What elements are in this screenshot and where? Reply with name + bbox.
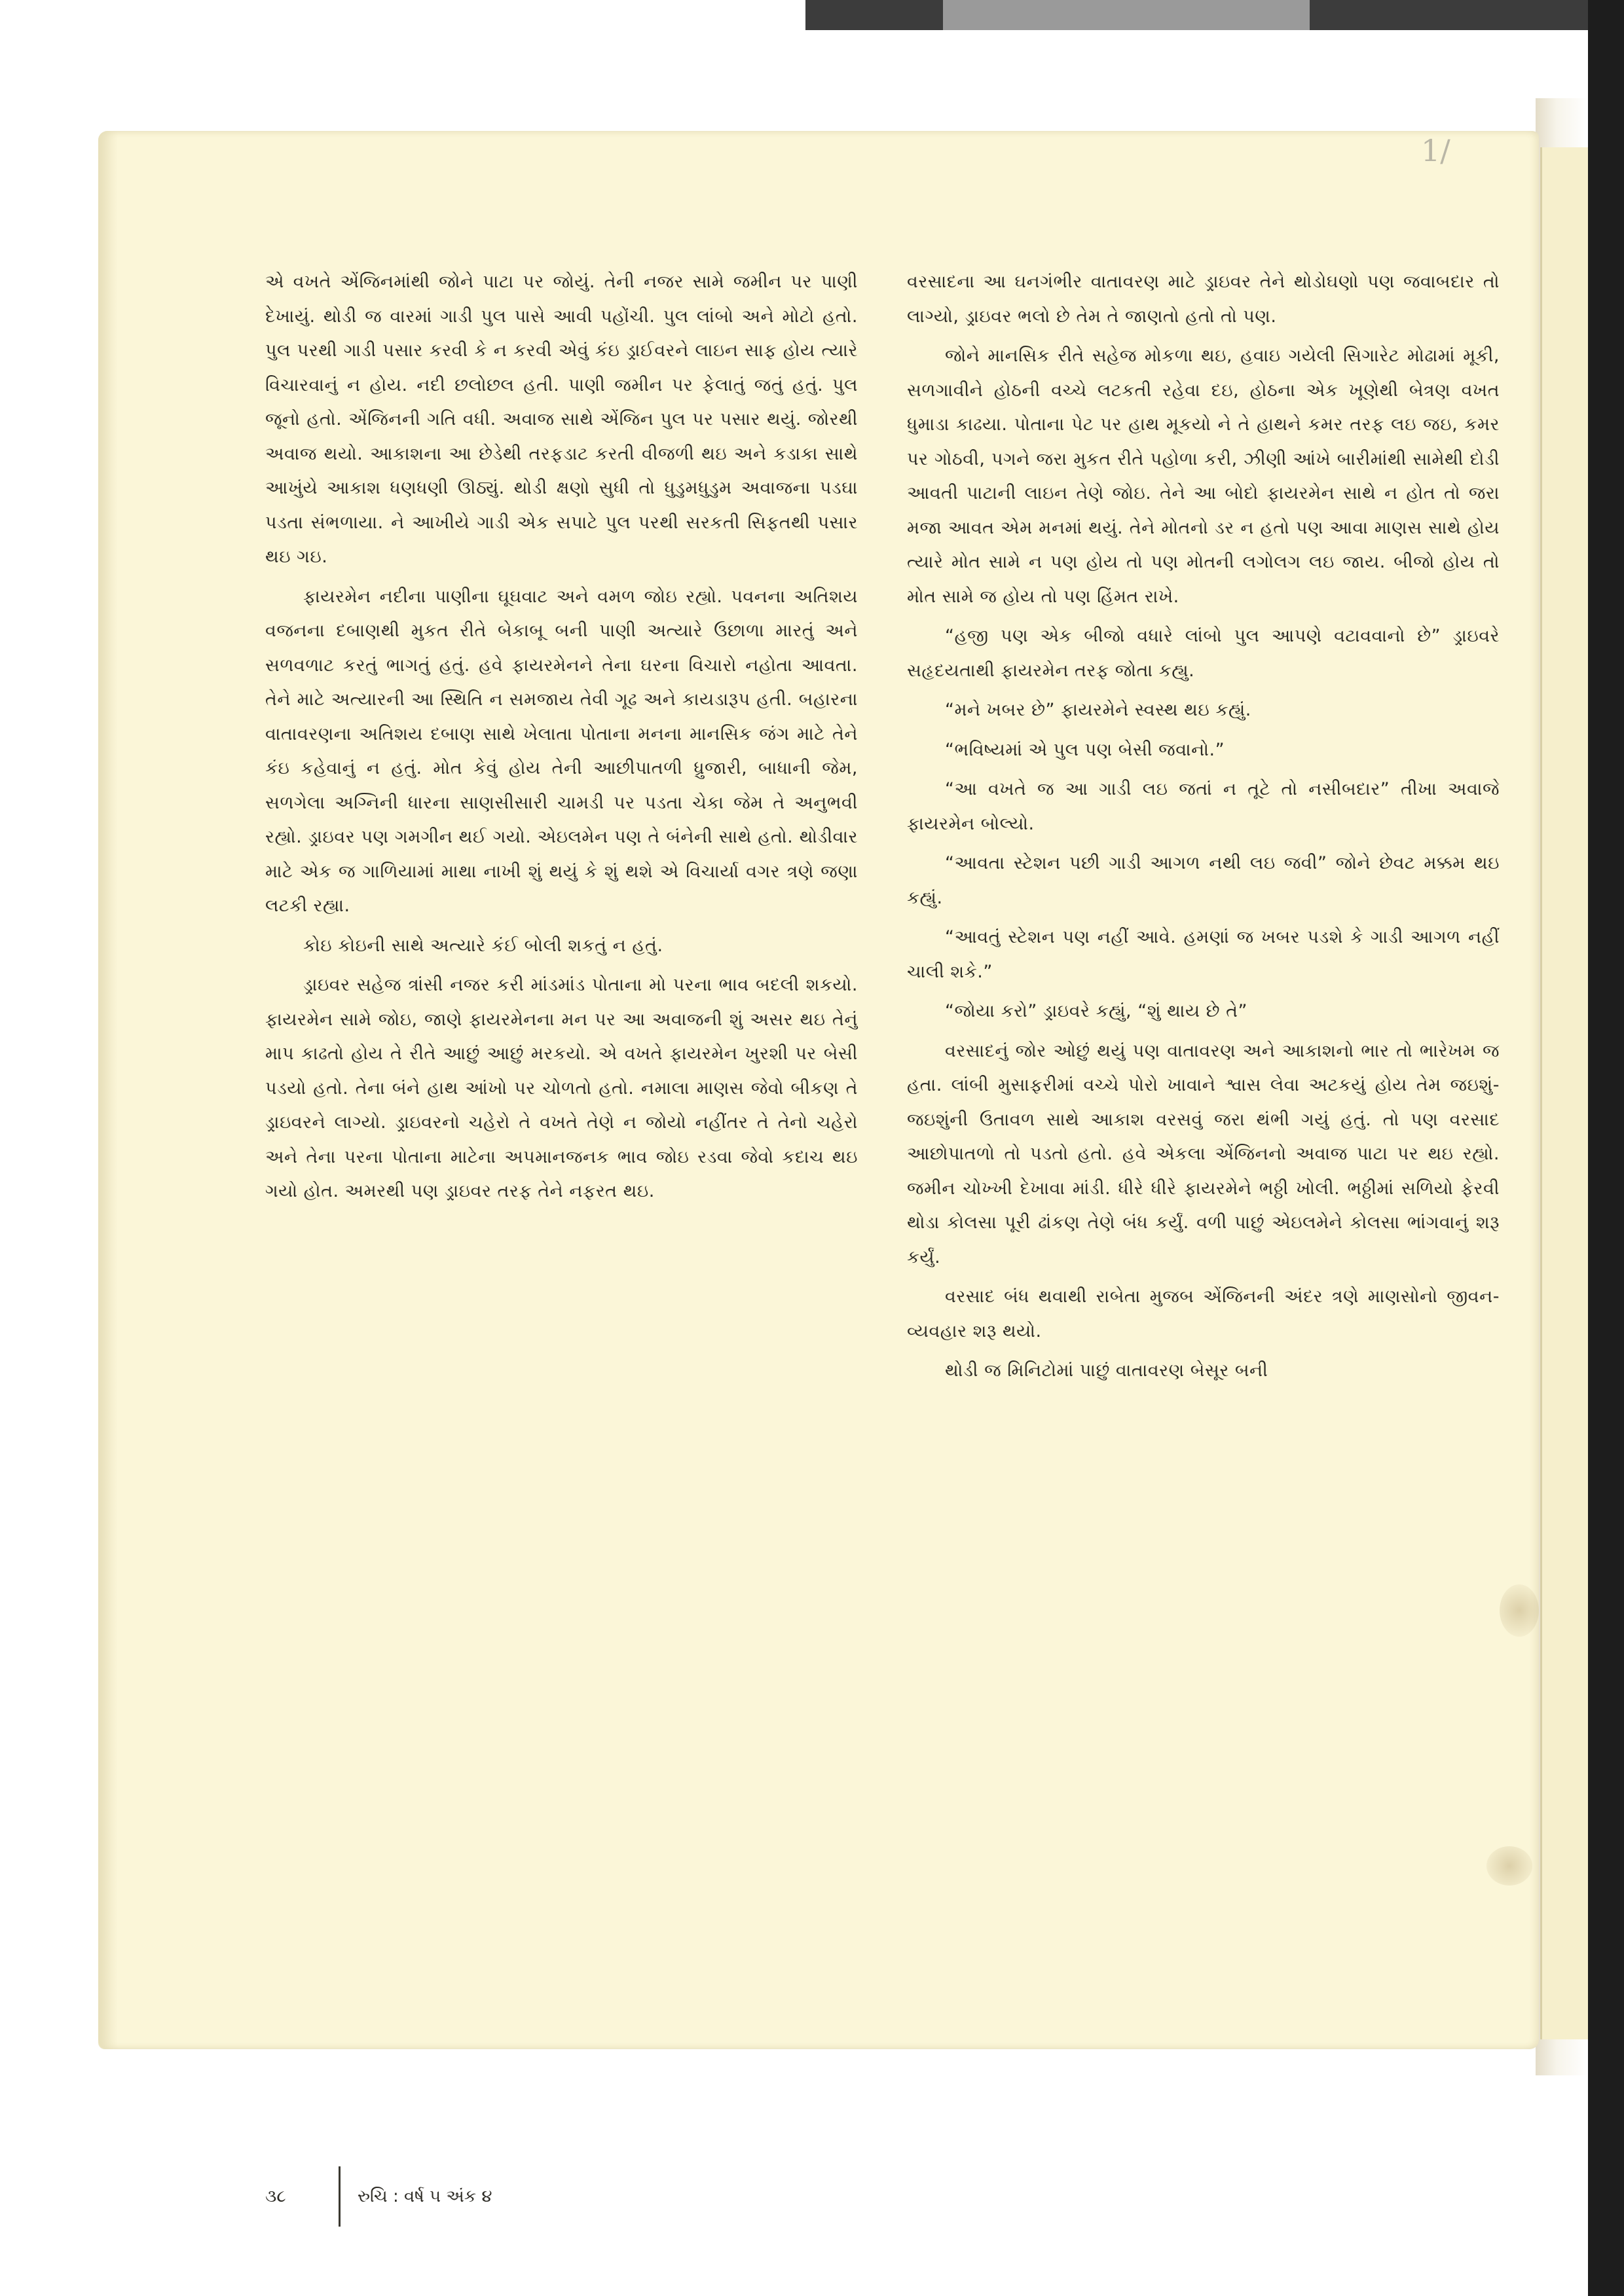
publication-info: રુચિ : વર્ષ ૫ અંક ૪ [358, 2186, 492, 2206]
footer-divider [339, 2166, 341, 2227]
dialogue-line: “મને ખબર છે” ફાયરમેને સ્વસ્થ થઇ કહ્યું. [945, 700, 1251, 720]
left-text-column [265, 265, 858, 1967]
paragraph: વરસાદ બંધ થવાથી રાબેતા મુજબ એંજિનની અંદર ત્રણે માણસોનો જીવન-વ્યવહાર શરૂ થયો. [907, 1286, 1500, 1341]
right-text-column [907, 265, 1500, 1967]
dialogue-line: “હજી પણ એક બીજો વધારે લાંબો પુલ આપણે વટાવવાનો છે” ડ્રાઇવરે સહૃદયતાથી ફાયરમેન તરફ જોતા કહ્યુ. [907, 626, 1500, 681]
page-footer [265, 2177, 492, 2216]
paragraph: એ વખતે એંજિનમાંથી જોને પાટા પર જોયું. તેની નજર સામે જમીન પર પાણી દેખાયું. થોડી જ વારમાં ગાડી પુલ પાસે આવી પહોંચી. પુલ લાંબો અને મોટો હતો. પુલ પરથી ગાડી પસાર કરવી કે ન કરવી એવું કંઇ ડ્રાઈવરને લાઇન સાફ હોય ત્યારે વિચારવાનું ન હોય. નદી છલોછલ હતી. પાણી જમીન પર ફેલાતું જતું હતું. પુલ જૂનો હતો. એંજિનની ગતિ વધી. અવાજ સાથે એંજિન પુલ પર પસાર થયું. જોરથી અવાજ થયો. આકાશના આ છેડેથી તરફડાટ કરતી વીજળી થઇ અને કડાકા સાથે આખુંયે આકાશ ધણધણી ઊઠ્યું. થોડી ક્ષણો સુધી તો ધુડુમધુડુમ અવાજના પડઘા પડતા સંભળાયા. ને આખીયે ગાડી એક સપાટે પુલ પરથી સરકતી સિફતથી પસાર થઇ ગઇ. [265, 272, 858, 567]
page-number: ૩૮ [265, 2186, 286, 2206]
dialogue-line: “ભવિષ્યમાં એ પુલ પણ બેસી જવાનો.” [945, 739, 1225, 760]
page-binding-edge [98, 131, 118, 2049]
dialogue-line: “જોયા કરો” ડ્રાઇવરે કહ્યું, “શું થાય છે તે” [945, 1001, 1247, 1021]
dialogue-line: “આ વખતે જ આ ગાડી લઇ જતાં ન તૂટે તો નસીબદાર” તીખા અવાજે ફાયરમેન બોલ્યો. [907, 779, 1500, 834]
paragraph: જોને માનસિક રીતે સહેજ મોકળા થઇ, હવાઇ ગયેલી સિગારેટ મોઢામાં મૂકી, સળગાવીને હોઠની વચ્ચે લટકતી રહેવા દઇ, હોઠના એક ખૂણેથી બેત્રણ વખત ધુમાડા કાઢયા. પોતાના પેટ પર હાથ મૂકયો ને તે હાથને કમર તરફ લઇ જઇ, કમર પર ગોઠવી, પગને જરા મુકત રીતે પહોળા કરી, ઝીણી આંખે બારીમાંથી સામેથી દોડી આવતી પાટાની લાઇન તેણે જોઇ. તેને આ બોદો ફાયરમેન સાથે ન હોત તો જરા મજા આવત એમ મનમાં થયું. તેને મોતનો ડર ન હતો પણ આવા માણસ સાથે હોય ત્યારે મોત સામે ન પણ હોય તો પણ મોતની લગોલગ લઇ જાય. બીજો હોય તો મોત સામે જ હોય તો પણ હિંમત રાખે. [907, 346, 1500, 607]
dialogue-line: “આવતા સ્ટેશન પછી ગાડી આગળ નથી લઇ જવી” જોને છેવટ મક્કમ થઇ કહ્યું. [907, 853, 1500, 908]
paragraph: કોઇ કોઇની સાથે અત્યારે કંઈ બોલી શકતું ન હતું. [303, 935, 663, 956]
paragraph: વરસાદનું જોર ઓછું થયું પણ વાતાવરણ અને આકાશનો ભાર તો ભારેખમ જ હતા. લાંબી મુસાફરીમાં વચ્ચે પોરો ખાવાને શ્વાસ લેવા અટકયું હોય તેમ જઇશું-જઇશુંની ઉતાવળ સાથે આકાશ વરસવું જરા થંભી ગયું હતું. તો પણ વરસાદ આછોપાતળો તો પડતો હતો. હવે એકલા એંજિનનો અવાજ પાટા પર થઇ રહ્યો. જમીન ચોખ્ખી દેખાવા માંડી. ધીરે ધીરે ફાયરમેને ભઠ્ઠી ખોલી. ભઠ્ઠીમાં સળિયો ફેરવી થોડા કોલસા પૂરી ઢાંકણ તેણે બંધ કર્યું. વળી પાછું એઇલમેને કોલસા ભાંગવાનું શરૂ કર્યું. [907, 1040, 1500, 1267]
next-page-edge [1540, 147, 1588, 2039]
paragraph: ફાયરમેન નદીના પાણીના ઘૂઘવાટ અને વમળ જોઇ રહ્યો. પવનના અતિશય વજનના દબાણથી મુકત રીતે બેકાબૂ બની પાણી અત્યારે ઉછાળા મારતું અને સળવળાટ કરતું ભાગતું હતું. હવે ફાયરમેનને તેના ઘરના વિચારો નહોતા આવતા. તેને માટે અત્યારની આ સ્થિતિ ન સમજાય તેવી ગૂઢ અને કાયડારૂપ હતી. બહારના વાતાવરણના અતિશય દબાણ સાથે ખેલાતા પોતાના મનના માનસિક જંગ માટે તેને કંઇ કહેવાનું ન હતું. મોત કેવું હોય તેની આછીપાતળી ધ્રુજારી, બાધાની જેમ, સળગેલા અગ્નિની ધારના સાણસીસારી ચામડી પર પડતા ચેકા જેમ તે અનુભવી રહ્યો. ડ્રાઇવર પણ ગમગીન થઈ ગયો. એઇલમેન પણ તે બંનેની સાથે હતો. થોડીવાર માટે એક જ ગાળિયામાં માથા નાખી શું થયું કે શું થશે એ વિચાર્યા વગર ત્રણે જણા લટકી રહ્યા. [265, 586, 858, 916]
paragraph: વરસાદના આ ઘનગંભીર વાતાવરણ માટે ડ્રાઇવર તેને થોડોઘણો પણ જવાબદાર તો લાગ્યો, ડ્રાઇવર ભલો છે તેમ તે જાણતો હતો તો પણ. [907, 272, 1500, 327]
dialogue-line: “આવતું સ્ટેશન પણ નહીં આવે. હમણાં જ ખબર પડશે કે ગાડી આગળ નહીં ચાલી શકે.” [907, 927, 1500, 982]
corner-mark: 1/ [1421, 133, 1450, 168]
scan-border-right [1588, 0, 1624, 2296]
paper-stain [1500, 1584, 1539, 1637]
paragraph: ડ્રાઇવર સહેજ ત્રાંસી નજર કરી માંડમાંડ પોતાના મો પરના ભાવ બદલી શકયો. ફાયરમેન સામે જોઇ, જાણે ફાયરમેનના મન પર આ અવાજની શું અસર થઇ તેનું માપ કાઢતો હોય તે રીતે આછું આછું મરકયો. એ વખતે ફાયરમેન ખુરશી પર બેસી પડયો હતો. તેના બંને હાથ આંખો પર ચોળતો હતો. નમાલા માણસ જેવો બીકણ તે ડ્રાઇવરને લાગ્યો. ડ્રાઇવરનો ચહેરો તે વખતે તેણે ન જોયો નહીંતર તે તેનો ચહેરો અને તેના પરના પોતાના માટેના અપમાનજનક ભાવ જોઇ રડવા જેવો કદાચ થઇ ગયો હોત. અમરથી પણ ડ્રાઇવર તરફ તેને નફરત થઇ. [265, 975, 858, 1201]
paragraph: થોડી જ મિનિટોમાં પાછું વાતાવરણ બેસૂર બની [945, 1360, 1268, 1381]
scan-border-top-light [943, 0, 1310, 30]
